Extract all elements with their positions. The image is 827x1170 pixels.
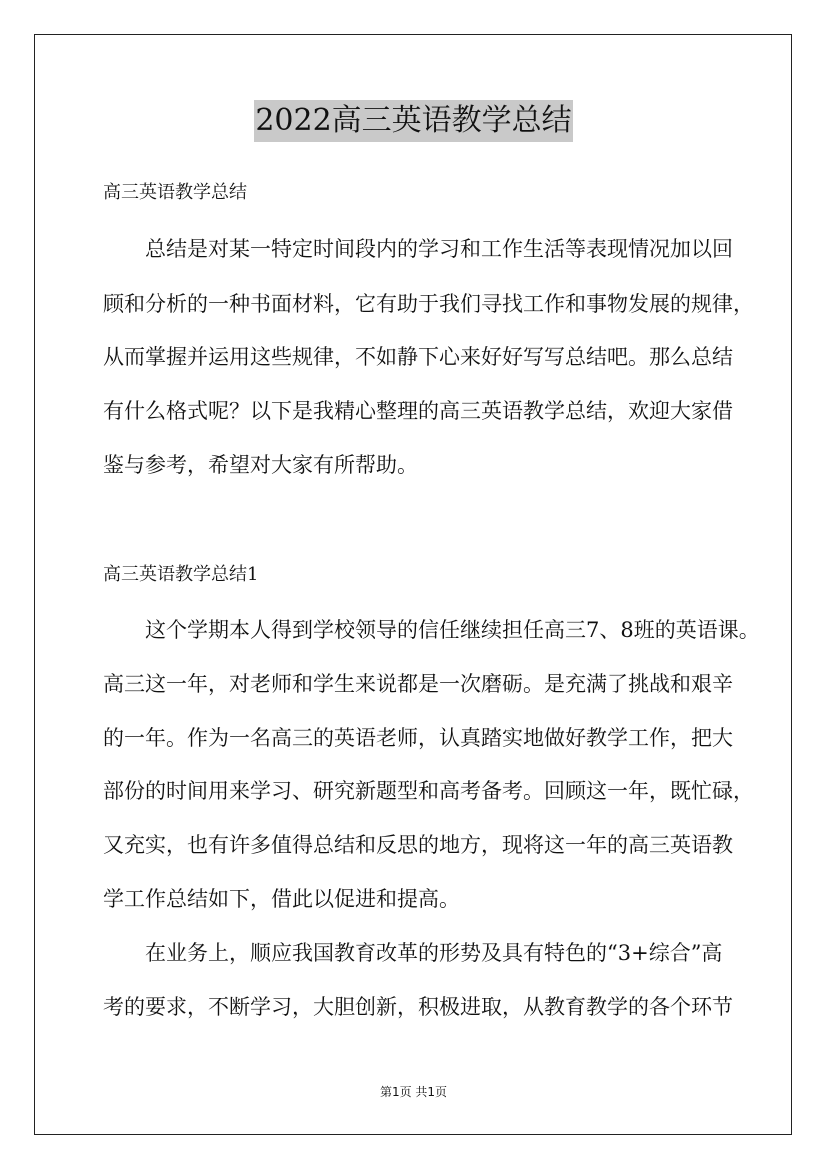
intro-line: 有什么格式呢？以下是我精心整理的高三英语教学总结，欢迎大家借 <box>103 399 733 423</box>
title-container <box>0 100 827 142</box>
paragraph-line: 在业务上，顺应我国教育改革的形势及具有特色的“3+综合”高 <box>145 941 723 965</box>
paragraph-line: 部份的时间用来学习、研究新题型和高考备考。回顾这一年，既忙碌， <box>103 779 754 803</box>
paragraph-line: 的一年。作为一名高三的英语老师，认真踏实地做好教学工作，把大 <box>103 726 733 750</box>
paragraph-line: 这个学期本人得到学校领导的信任继续担任高三7、8班的英语课。 <box>145 618 760 642</box>
paragraph-line: 高三这一年，对老师和学生来说都是一次磨砺。是充满了挑战和艰辛 <box>103 672 733 696</box>
document-title: 2022高三英语教学总结 <box>254 100 572 142</box>
page-number: 第1页 共1页 <box>379 1085 448 1099</box>
intro-line: 总结是对某一特定时间段内的学习和工作生活等表现情况加以回 <box>145 237 733 261</box>
intro-line: 从而掌握并运用这些规律，不如静下心来好好写写总结吧。那么总结 <box>103 345 733 369</box>
paragraph-line: 考的要求，不断学习，大胆创新，积极进取，从教育教学的各个环节 <box>103 995 733 1019</box>
intro-line: 顾和分析的一种书面材料，它有助于我们寻找工作和事物发展的规律， <box>103 292 754 316</box>
document-subtitle: 高三英语教学总结 <box>103 182 247 203</box>
section-heading: 高三英语教学总结1 <box>103 564 259 585</box>
intro-line: 鉴与参考，希望对大家有所帮助。 <box>103 453 418 477</box>
paragraph-line: 学工作总结如下，借此以促进和提高。 <box>103 887 460 911</box>
paragraph-line: 又充实，也有许多值得总结和反思的地方，现将这一年的高三英语教 <box>103 833 733 857</box>
